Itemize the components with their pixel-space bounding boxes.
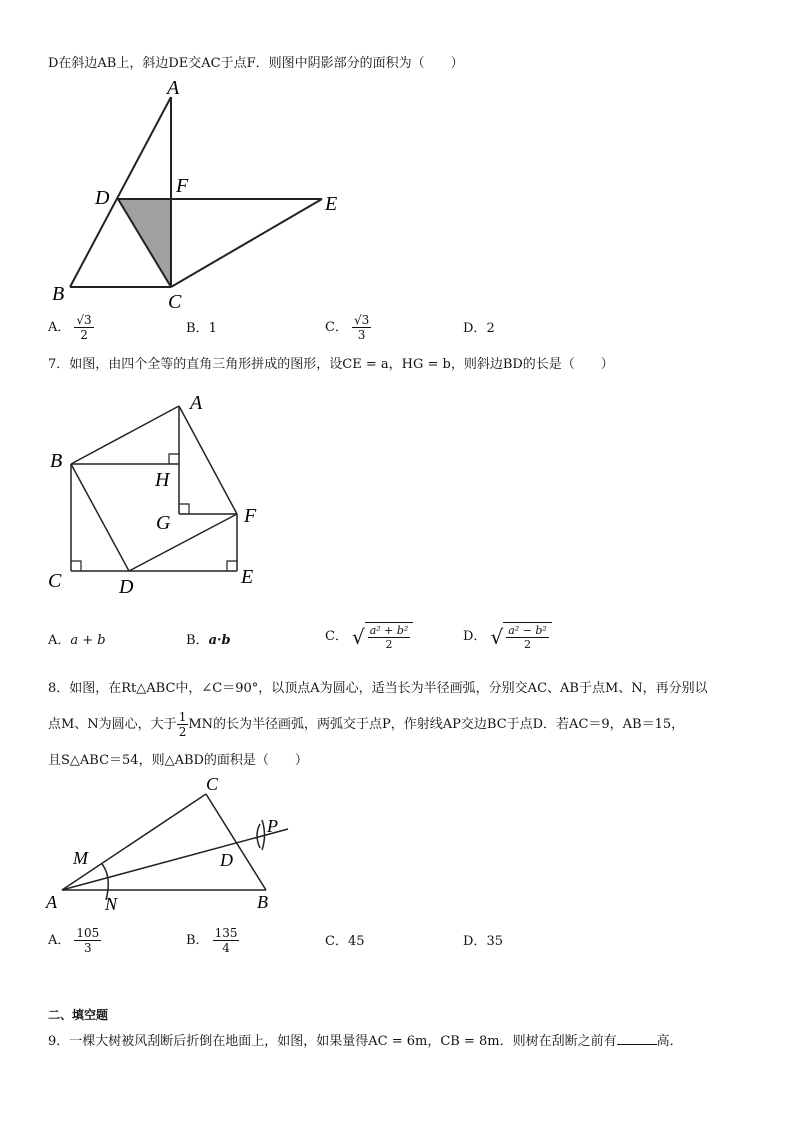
q8-option-b-letter: B． — [186, 933, 209, 948]
q8-option-b[interactable] — [186, 926, 239, 955]
q7-label-H: H — [155, 469, 170, 491]
q8-line2-post: MN的长为半径画弧，两弧交于点P，作射线AP交边BC于点D．若AC＝9，AB＝15， — [188, 717, 685, 732]
q7-option-a-letter: A． — [48, 633, 71, 648]
q6-option-a-den: 2 — [80, 328, 88, 342]
q7-option-c-num: a² + b² — [369, 624, 409, 637]
q8-option-c-value: 45 — [347, 934, 365, 949]
q8-option-d[interactable] — [463, 933, 503, 951]
q7-option-d-num: a² − b² — [508, 624, 547, 637]
q8-option-a-den: 3 — [84, 941, 92, 955]
q8-segment-CB — [206, 794, 266, 890]
q8-label-M: M — [73, 848, 88, 868]
q7-option-c-letter: C． — [325, 629, 348, 644]
q6-option-a-fraction — [74, 313, 93, 342]
q8-option-d-letter: D． — [463, 934, 487, 949]
sqrt-icon: √ — [490, 624, 504, 649]
q8-ray-AP — [62, 829, 288, 890]
sqrt-icon: √ — [351, 624, 365, 649]
q6-option-a[interactable] — [48, 313, 94, 342]
q7-label-D: D — [119, 576, 134, 598]
q6-label-D: D — [95, 187, 110, 209]
q8-line3: 且S△ABC＝54，则△ABD的面积是（ ） — [48, 753, 308, 768]
q7-right-angle-H — [169, 454, 179, 464]
q7-option-b-value: a·b — [208, 633, 231, 648]
q6-segment-CE — [171, 199, 322, 287]
q6-option-d-value: 2 — [486, 321, 495, 336]
q8-option-a-letter: A． — [48, 933, 71, 948]
q6-option-d-letter: D． — [463, 321, 487, 336]
q6-label-A: A — [167, 77, 180, 99]
q8-label-C: C — [206, 774, 219, 794]
q6-option-c[interactable] — [325, 313, 371, 342]
q8-figure — [40, 772, 310, 922]
q6-label-C: C — [168, 291, 182, 312]
q6-option-a-letter: A． — [48, 320, 71, 335]
q6-option-a-num: √3 — [76, 313, 92, 327]
q7-option-c[interactable] — [325, 622, 413, 651]
q6-option-c-num: √3 — [353, 313, 370, 327]
q7-option-a[interactable] — [48, 632, 106, 650]
q7-label-G: G — [156, 512, 171, 534]
q7-option-d-letter: D． — [463, 629, 487, 644]
section-title-fill-in: 二、填空题 — [48, 1008, 109, 1022]
q7-stem: 7．如图，由四个全等的直角三角形拼成的图形，设CE = a，HG = b，则斜边BD的长是（ ） — [48, 357, 614, 372]
q7-option-d-den: 2 — [524, 638, 531, 651]
q8-line2-frac-den: 2 — [178, 725, 187, 739]
q8-label-D: D — [220, 850, 233, 870]
q6-label-B: B — [52, 283, 65, 305]
q6-stem: D在斜边AB上，斜边DE交AC于点F．则图中阴影部分的面积为（ ） — [48, 56, 464, 71]
q8-label-B: B — [257, 892, 268, 912]
q7-segment-BA — [71, 406, 179, 464]
q8-label-N: N — [105, 894, 118, 914]
q6-figure — [40, 72, 360, 312]
q7-label-E: E — [241, 566, 254, 588]
q6-option-c-den: 3 — [357, 328, 366, 342]
q7-option-a-value: a + b — [70, 633, 106, 648]
q6-option-b-letter: B． — [186, 321, 209, 336]
q8-segment-AC — [62, 794, 206, 890]
q7-right-angle-E — [227, 561, 237, 571]
q8-line2-frac-num: 1 — [178, 710, 187, 724]
q8-line2-pre: 点M、N为圆心，大于 — [48, 717, 177, 732]
q7-segment-FD — [129, 514, 237, 571]
q8-option-a-num: 105 — [76, 926, 100, 940]
q7-option-b[interactable] — [186, 632, 231, 650]
q9-stem-post: 高． — [656, 1034, 683, 1049]
q8-option-b-den: 4 — [222, 941, 230, 955]
q8-label-A: A — [46, 892, 57, 912]
q6-label-E: E — [325, 193, 338, 215]
q7-label-F: F — [244, 505, 257, 527]
q8-option-d-value: 35 — [486, 934, 503, 949]
q8-option-c[interactable] — [325, 933, 365, 951]
q9-answer-blank[interactable] — [617, 1032, 657, 1045]
q7-right-angle-C — [71, 561, 81, 571]
q6-option-c-letter: C． — [325, 320, 348, 335]
q7-option-c-den: 2 — [385, 638, 393, 651]
q6-label-F: F — [176, 175, 189, 197]
q7-figure — [40, 385, 280, 605]
q8-option-b-fraction — [213, 926, 240, 955]
q7-segment-DB — [71, 464, 129, 571]
q7-option-c-sqrt — [352, 622, 413, 651]
q8-option-b-num: 135 — [214, 926, 238, 940]
q7-label-B: B — [50, 450, 63, 472]
q8-option-a[interactable] — [48, 926, 101, 955]
q7-option-d-sqrt — [490, 622, 551, 651]
q8-option-c-letter: C． — [325, 934, 348, 949]
q7-option-b-letter: B． — [186, 633, 209, 648]
q6-option-d[interactable] — [463, 320, 495, 338]
q6-option-c-fraction — [352, 313, 371, 342]
q7-right-angle-G — [179, 504, 189, 514]
q7-segment-AF — [179, 406, 237, 514]
q7-option-d[interactable] — [463, 622, 552, 651]
q6-option-b-value: 1 — [208, 321, 217, 336]
q8-line1: 8．如图，在Rt△ABC中，∠C＝90°，以顶点A为圆心，适当长为半径画弧，分别交AC、AB于点M、N，再分别以 — [48, 681, 708, 696]
q7-label-C: C — [48, 570, 62, 592]
q6-option-b[interactable] — [186, 320, 217, 338]
q8-option-a-fraction — [74, 926, 101, 955]
q8-line2 — [48, 710, 684, 739]
q8-label-P: P — [267, 816, 278, 836]
q9-stem-pre: 9．一棵大树被风刮断后折倒在地面上，如图，如果量得AC = 6m，CB = 8m．则树在刮断之前有 — [48, 1034, 617, 1049]
q9-stem — [48, 1032, 683, 1051]
q7-label-A: A — [190, 392, 203, 414]
q8-line2-fraction — [177, 710, 189, 739]
